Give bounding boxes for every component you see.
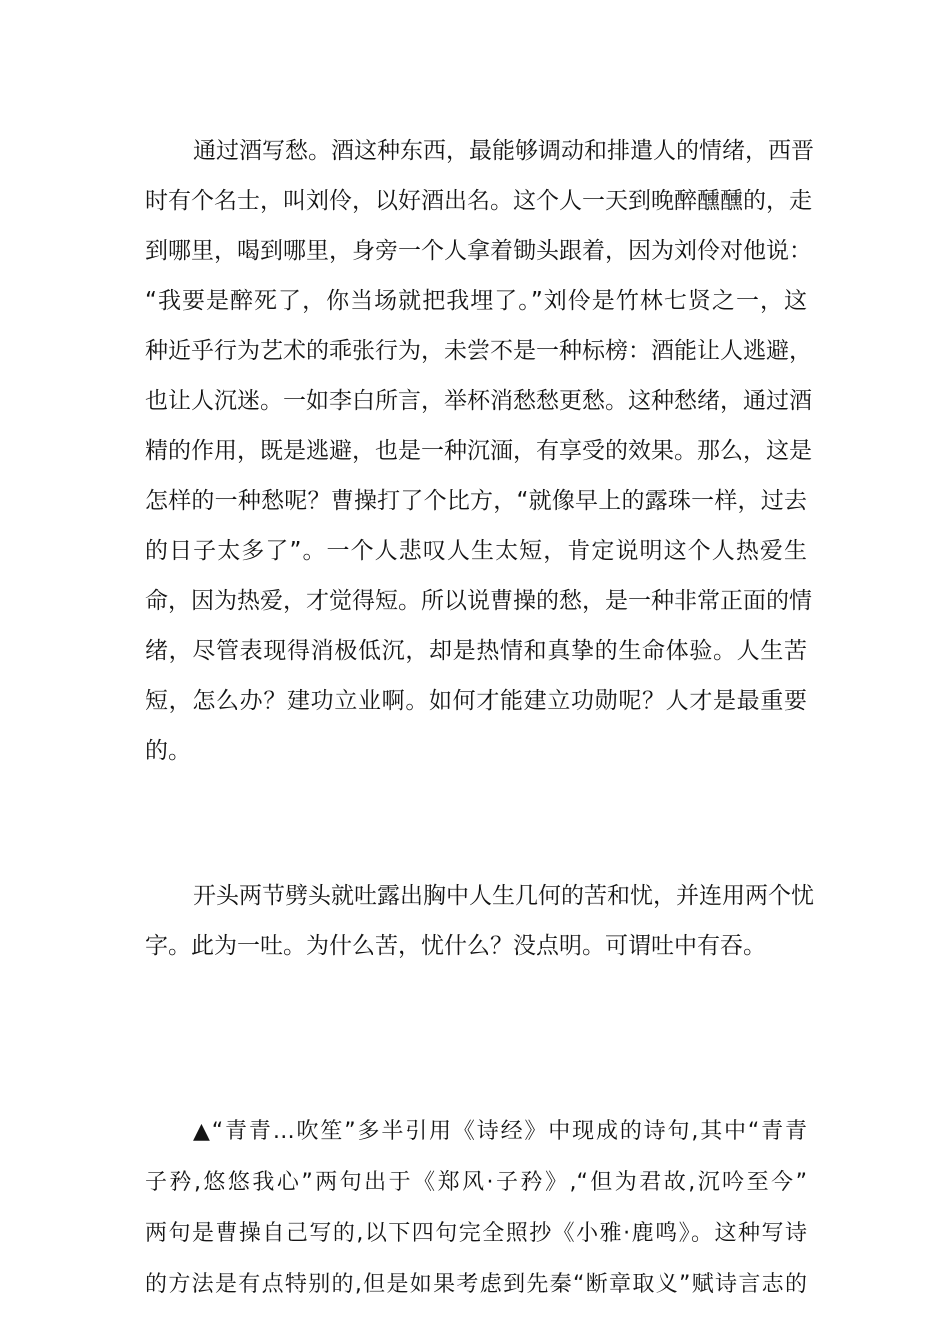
text-line: 字。此为一吐。为什么苦，忧什么？没点明。可谓吐中有吞。 (145, 933, 766, 959)
text-line: “我要是醉死了，你当场就把我埋了。”刘伶是竹林七贤之一，这 (145, 288, 807, 314)
paragraph-opening-stanzas (145, 871, 814, 971)
text-line: 怎样的一种愁呢？曹操打了个比方，“就像早上的露珠一样，过去 (145, 488, 807, 514)
paragraph-shijing-quotes (145, 1106, 807, 1310)
text-line: 绪，尽管表现得消极低沉，却是热情和真挚的生命体验。人生苦 (145, 638, 807, 664)
text-line: 开头两节劈头就吐露出胸中人生几何的苦和忧，并连用两个忧 (193, 883, 814, 909)
text-line: 子矜,悠悠我心”两句出于《郑风·子矜》,“但为君故,沉吟至今” (145, 1170, 807, 1195)
text-line: 种近乎行为艺术的乖张行为，未尝不是一种标榜：酒能让人逃避， (145, 338, 812, 364)
text-line: 两句是曹操自己写的,以下四句完全照抄《小雅·鹿鸣》。这种写诗 (145, 1221, 807, 1246)
text-line: 通过酒写愁。酒这种东西，最能够调动和排遣人的情绪，西晋 (193, 138, 814, 164)
text-line: 的。 (145, 738, 191, 764)
text-line: 精的作用，既是逃避，也是一种沉湎，有享受的效果。那么，这是 (145, 438, 812, 464)
text-line: 也让人沉迷。一如李白所言，举杯消愁愁更愁。这种愁绪，通过酒 (145, 388, 812, 414)
text-line: 命，因为热爱，才觉得短。所以说曹操的愁，是一种非常正面的情 (145, 588, 812, 614)
text-line: 时有个名士，叫刘伶，以好酒出名。这个人一天到晚醉醺醺的，走 (145, 188, 812, 214)
paragraph-liquor-sorrow (145, 126, 814, 776)
text-line: 到哪里，喝到哪里，身旁一个人拿着锄头跟着，因为刘伶对他说： (145, 238, 812, 264)
text-line: 的日子太多了”。一个人悲叹人生太短，肯定说明这个人热爱生 (145, 538, 807, 564)
text-line: 短，怎么办？建功立业啊。如何才能建立功勋呢？人才是最重要 (145, 688, 807, 714)
text-line: 的方法是有点特别的,但是如果考虑到先秦“断章取义”赋诗言志的 (145, 1272, 807, 1297)
text-line: ▲“青青…吹笙”多半引用《诗经》中现成的诗句,其中“青青 (193, 1119, 807, 1144)
